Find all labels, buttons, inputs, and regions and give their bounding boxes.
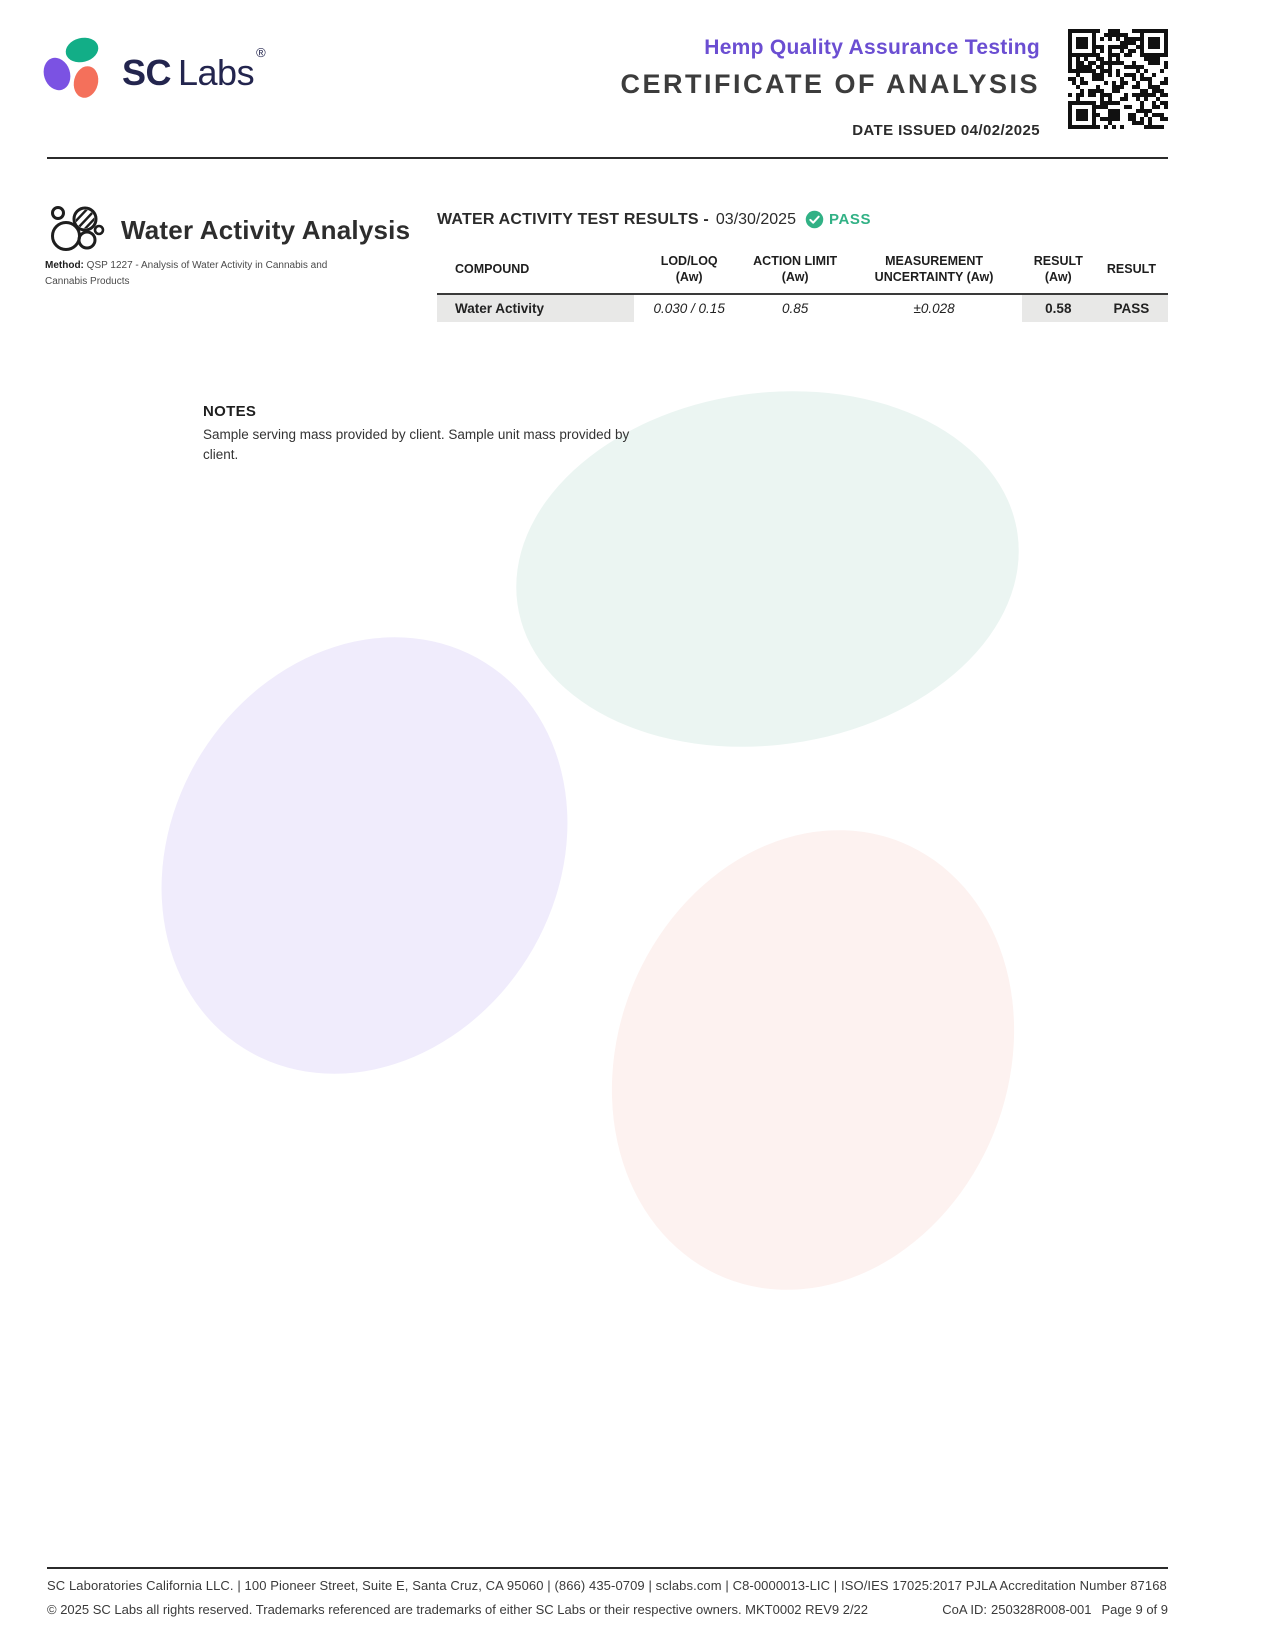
date-issued-label: DATE ISSUED bbox=[852, 122, 957, 139]
header-divider bbox=[47, 157, 1168, 159]
logo-wordmark bbox=[122, 45, 265, 94]
col-lod-loq: LOD/LOQ (Aw) bbox=[660, 254, 718, 285]
section-header bbox=[45, 202, 410, 259]
notes-section bbox=[203, 403, 648, 466]
col-result-aw: RESULT (Aw) bbox=[1033, 254, 1083, 285]
notes-heading: NOTES bbox=[203, 403, 257, 420]
footer-legal-line bbox=[47, 1602, 1168, 1617]
program-title: Hemp Quality Assurance Testing bbox=[704, 36, 1040, 59]
logo-labs: Labs bbox=[178, 52, 255, 93]
col-result: RESULT bbox=[1106, 262, 1156, 277]
table-row bbox=[437, 294, 1168, 322]
sc-labs-logo bbox=[38, 30, 265, 109]
logo-sc: SC bbox=[122, 52, 172, 93]
notes-body: Sample serving mass provided by client. Sample unit mass provided by client. bbox=[203, 427, 630, 463]
header-titles bbox=[620, 36, 1040, 139]
method-text bbox=[45, 258, 345, 289]
col-compound: COMPOUND bbox=[455, 262, 530, 277]
results-table bbox=[437, 247, 1168, 322]
results-title: WATER ACTIVITY TEST RESULTS - bbox=[437, 210, 709, 228]
footer-copyright: © 2025 SC Labs all rights reserved. Trademarks referenced are trademarks of either SC Labs or their respective owners. MKT0002 REV9 2/22 bbox=[47, 1602, 869, 1617]
table-header-row bbox=[437, 247, 1168, 294]
coa-id-value: 250328R008-001 bbox=[991, 1602, 1092, 1617]
certificate-title: CERTIFICATE OF ANALYSIS bbox=[620, 69, 1040, 99]
cell-lod-loq: 0.030 / 0.15 bbox=[653, 300, 725, 316]
water-activity-bubbles-icon bbox=[45, 202, 107, 259]
cell-action-limit: 0.85 bbox=[782, 300, 809, 316]
logo-blobs-icon bbox=[38, 30, 112, 109]
method-label: Method: bbox=[45, 260, 84, 271]
cell-compound: Water Activity bbox=[437, 294, 634, 322]
qr-code bbox=[1068, 25, 1168, 133]
date-issued bbox=[620, 122, 1040, 139]
footer-divider bbox=[47, 1567, 1168, 1569]
date-issued-value: 04/02/2025 bbox=[960, 122, 1040, 139]
cell-uncertainty: ±0.028 bbox=[913, 300, 955, 316]
cell-result-aw: 0.58 bbox=[1022, 294, 1095, 322]
background-blob-pink bbox=[544, 769, 1082, 1351]
results-heading bbox=[437, 210, 871, 229]
col-action-limit: ACTION LIMIT (Aw) bbox=[753, 254, 838, 285]
registered-mark: ® bbox=[256, 45, 266, 60]
footer-coa-info bbox=[938, 1602, 1168, 1617]
results-date: 03/30/2025 bbox=[715, 210, 796, 228]
method-value: QSP 1227 - Analysis of Water Activity in Cannabis and Cannabis Products bbox=[45, 260, 328, 287]
coa-id-label: CoA ID: bbox=[942, 1602, 988, 1617]
status-badge: PASS bbox=[828, 211, 872, 228]
cell-result: PASS bbox=[1095, 294, 1168, 322]
col-uncertainty: MEASUREMENT UNCERTAINTY (Aw) bbox=[874, 254, 994, 285]
section-title: Water Activity Analysis bbox=[121, 215, 411, 245]
footer-contact-line: SC Laboratories California LLC. | 100 Pioneer Street, Suite E, Santa Cruz, CA 95060 | (866) 435-0709 | sclabs.com | C8-0000013-LIC | ISO/IES 17025:2017 PJLA Accreditation Number 87168 bbox=[47, 1578, 1167, 1593]
page-number: Page 9 of 9 bbox=[1101, 1602, 1168, 1617]
check-circle-icon bbox=[805, 210, 824, 229]
